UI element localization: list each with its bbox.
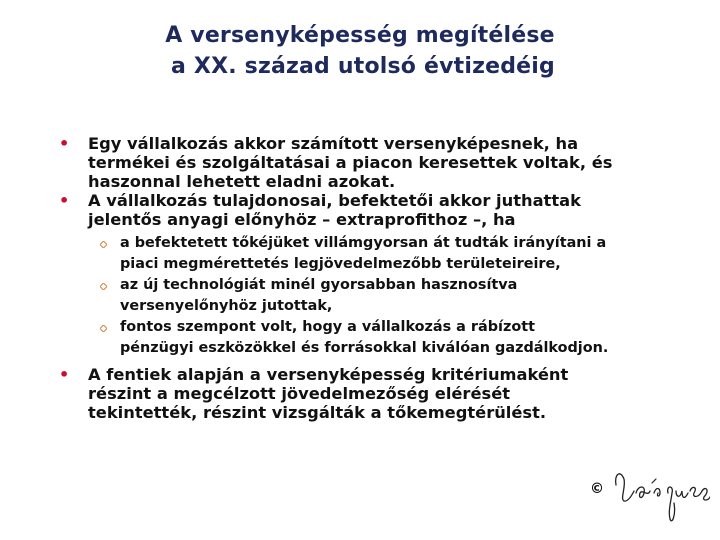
sub-bullet-item-2: [120, 275, 700, 317]
handwritten-signature: [610, 455, 710, 525]
title-line-2: a XX. század utolsó évtizedéig: [171, 54, 555, 79]
bullet-dot-icon: •: [59, 365, 70, 384]
sub-bullet-2-line-2: versenyelőnyhöz jutottak,: [120, 298, 333, 314]
sub-bullet-2-line-1: az új technológiát minél gyorsabban hasznosítva: [120, 277, 518, 293]
slide-title: [60, 20, 660, 82]
bullet-dot-icon: •: [59, 134, 70, 153]
bullet-1-line-2: termékei és szolgáltatásai a piacon keresettek voltak, és: [88, 153, 613, 172]
bullet-item-3: [56, 365, 696, 422]
bullet-2-line-2: jelentős anyagi előnyhöz – extraprofithoz –, ha: [88, 210, 516, 229]
bullet-dot-icon: •: [59, 191, 70, 210]
bullet-3-line-1: A fentiek alapján a versenyképesség kritériumaként: [88, 365, 569, 384]
title-line-1: A versenyképesség megítélése: [165, 23, 555, 48]
sub-bullet-item-3: [120, 317, 700, 359]
bullet-1-line-1: Egy vállalkozás akkor számított versenyképesnek, ha: [88, 134, 579, 153]
sub-bullet-1-line-1: a befektetett tőkéjüket villámgyorsan át tudták irányítani a: [120, 235, 607, 251]
diamond-bullet-icon: [100, 283, 107, 290]
bullet-1-line-3: haszonnal lehetett eladni azokat.: [88, 172, 396, 191]
bullet-item-2: [56, 191, 696, 229]
footer-signature-area: [590, 455, 710, 525]
bullet-3-line-3: tekintették, részint vizsgálták a tőkemegtérülést.: [88, 403, 547, 422]
sub-bullet-item-1: [120, 233, 700, 275]
sub-bullet-list: [120, 233, 700, 359]
diamond-bullet-icon: [100, 325, 107, 332]
sub-bullet-1-line-2: piaci megmérettetés legjövedelmezőbb területeireire,: [120, 256, 561, 272]
bullet-item-1: [56, 134, 696, 191]
copyright-symbol: ©: [590, 481, 604, 497]
bullet-3-line-2: részint a megcélzott jövedelmezőség elérését: [88, 384, 511, 403]
sub-bullet-3-line-2: pénzügyi eszközökkel és forrásokkal kiválóan gazdálkodjon.: [120, 340, 609, 356]
sub-bullet-3-line-1: fontos szempont volt, hogy a vállalkozás a rábízott: [120, 319, 535, 335]
diamond-bullet-icon: [100, 241, 107, 248]
bullet-2-line-1: A vállalkozás tulajdonosai, befektetői akkor juthattak: [88, 191, 581, 210]
bullet-list: [56, 134, 696, 422]
